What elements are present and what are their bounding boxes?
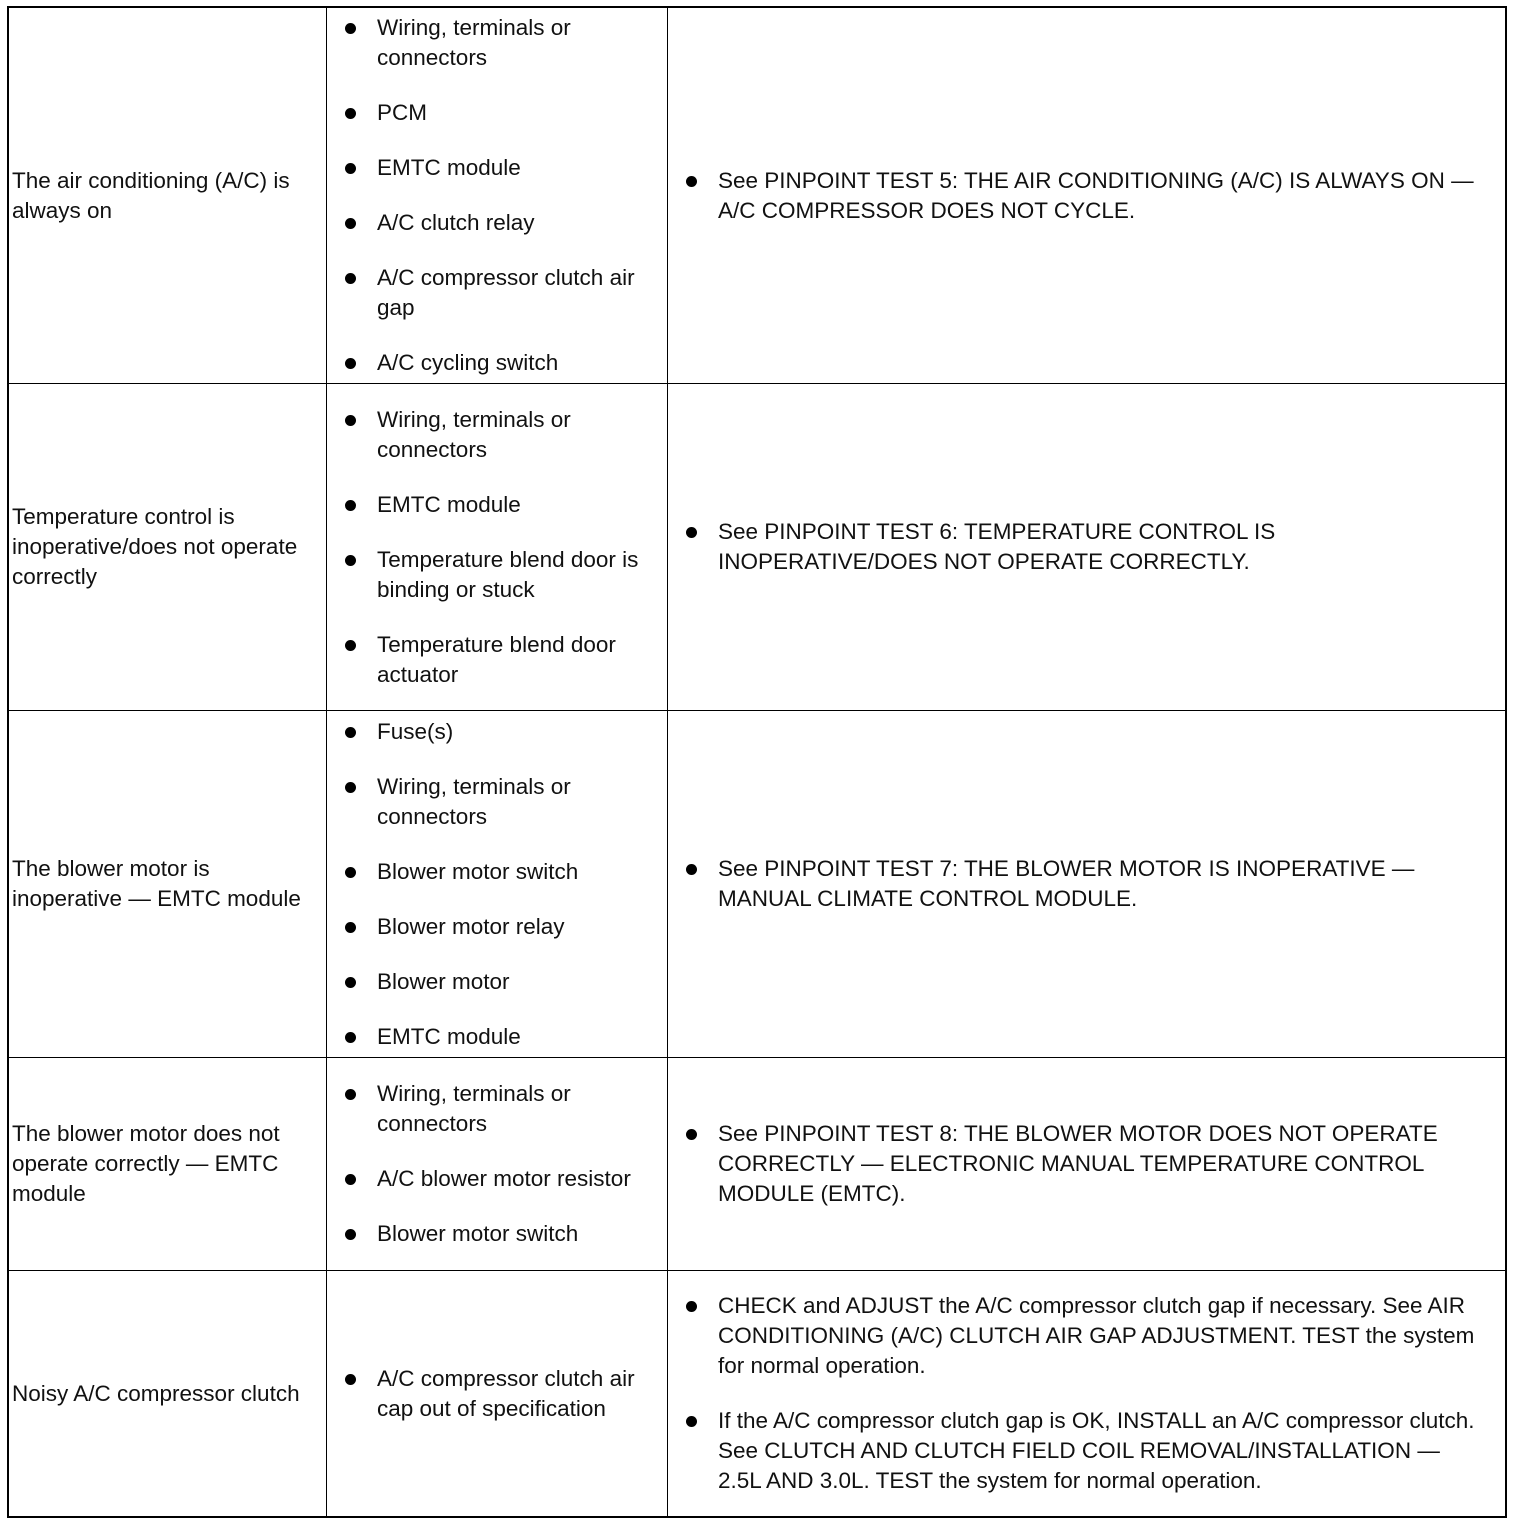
bullet-icon: [686, 527, 697, 538]
bullet-icon: [686, 176, 697, 187]
bullet-icon: [345, 1374, 356, 1385]
bullet-icon: [345, 640, 356, 651]
source-text: EMTC module: [377, 155, 521, 180]
list-item: [377, 717, 661, 747]
action-text: CHECK and ADJUST the A/C compressor clutch gap if necessary. See AIR CONDITIONING (A/C) CLUTCH AIR GAP ADJUSTMENT. TEST the system for normal operation.: [718, 1293, 1475, 1378]
symptom-text: The blower motor is inoperative — EMTC module: [12, 856, 301, 911]
bullet-icon: [345, 1174, 356, 1185]
possible-source-cell: [327, 1271, 667, 1516]
list-item: [377, 967, 661, 997]
source-text: Wiring, terminals or connectors: [377, 15, 571, 70]
list-item: [377, 263, 661, 323]
source-text: A/C cycling switch: [377, 350, 559, 375]
symptom-text: Temperature control is inoperative/does not operate correctly: [12, 504, 298, 589]
source-text: Temperature blend door actuator: [377, 631, 616, 687]
possible-source-cell: [327, 8, 667, 383]
bullet-icon: [686, 864, 697, 875]
action-cell: [668, 384, 1505, 710]
source-text: Blower motor switch: [377, 1221, 579, 1246]
bullet-icon: [345, 23, 356, 34]
source-text: A/C blower motor resistor: [377, 1166, 631, 1191]
list-item: [377, 13, 661, 73]
source-text: Blower motor relay: [377, 913, 565, 939]
list-item: [377, 1022, 661, 1052]
symptom-text: Noisy A/C compressor clutch: [12, 1380, 300, 1406]
symptom-cell: [9, 8, 326, 383]
list-item: [377, 857, 661, 887]
action-text: See PINPOINT TEST 5: THE AIR CONDITIONING (A/C) IS ALWAYS ON — A/C COMPRESSOR DOES NOT CYCLE.: [718, 167, 1474, 223]
bullet-icon: [686, 1129, 697, 1140]
list-item: [377, 1164, 661, 1194]
source-text: Temperature blend door is binding or stuck: [377, 546, 639, 602]
bullet-icon: [345, 977, 356, 988]
list-item: [718, 517, 1485, 577]
table-row: [9, 711, 1505, 1057]
symptom-cell: [9, 1058, 326, 1270]
list-item: [377, 405, 661, 465]
bullet-icon: [345, 922, 356, 933]
action-text: See PINPOINT TEST 6: TEMPERATURE CONTROL IS INOPERATIVE/DOES NOT OPERATE CORRECTLY.: [718, 519, 1276, 574]
list-item: [377, 98, 661, 128]
bullet-icon: [345, 1089, 356, 1100]
list-item: [377, 772, 661, 832]
possible-source-cell: [327, 711, 667, 1057]
list-item: [377, 1079, 661, 1139]
action-text: See PINPOINT TEST 8: THE BLOWER MOTOR DOES NOT OPERATE CORRECTLY — ELECTRONIC MANUAL TEMPERATURE CONTROL MODULE (EMTC).: [718, 1121, 1438, 1206]
source-text: Blower motor: [377, 968, 510, 994]
bullet-icon: [345, 1229, 356, 1240]
symptom-cell: [9, 711, 326, 1057]
symptom-text: The blower motor does not operate correctly — EMTC module: [12, 1121, 280, 1206]
list-item: [377, 490, 661, 520]
bullet-icon: [345, 218, 356, 229]
list-item: [718, 1406, 1485, 1496]
bullet-icon: [345, 867, 356, 878]
source-text: A/C compressor clutch air gap: [377, 265, 635, 320]
list-item: [377, 630, 661, 690]
source-text: A/C clutch relay: [377, 210, 535, 235]
list-item: [377, 153, 661, 183]
action-cell: [668, 8, 1505, 383]
table-row: [9, 384, 1505, 710]
bullet-icon: [345, 555, 356, 566]
symptom-text: The air conditioning (A/C) is always on: [12, 167, 290, 223]
bullet-icon: [345, 1032, 356, 1043]
bullet-icon: [345, 415, 356, 426]
action-cell: [668, 1058, 1505, 1270]
list-item: [718, 854, 1485, 914]
list-item: [377, 208, 661, 238]
source-text: Wiring, terminals or connectors: [377, 773, 571, 829]
action-text: If the A/C compressor clutch gap is OK, INSTALL an A/C compressor clutch. See CLUTCH AND CLUTCH FIELD COIL REMOVAL/INSTALLATION — 2.5L AND 3.0L. TEST the system for normal operation.: [718, 1408, 1475, 1493]
list-item: [718, 1119, 1485, 1209]
list-item: [377, 348, 661, 378]
table-row: [9, 1058, 1505, 1270]
bullet-icon: [345, 163, 356, 174]
list-item: [718, 166, 1485, 226]
list-item: [718, 1291, 1485, 1381]
source-text: Fuse(s): [377, 718, 454, 744]
source-text: Wiring, terminals or connectors: [377, 1081, 571, 1136]
bullet-icon: [345, 273, 356, 284]
list-item: [377, 545, 661, 605]
list-item: [377, 912, 661, 942]
bullet-icon: [686, 1301, 697, 1312]
possible-source-cell: [327, 1058, 667, 1270]
source-text: Wiring, terminals or connectors: [377, 406, 571, 462]
source-text: EMTC module: [377, 1023, 521, 1049]
bullet-icon: [345, 727, 356, 738]
symptom-chart-table: [7, 6, 1507, 1518]
action-text: See PINPOINT TEST 7: THE BLOWER MOTOR IS INOPERATIVE — MANUAL CLIMATE CONTROL MODULE.: [718, 856, 1415, 911]
table-row: [9, 1271, 1505, 1516]
bullet-icon: [345, 358, 356, 369]
source-text: A/C compressor clutch air cap out of specification: [377, 1365, 635, 1421]
bullet-icon: [345, 500, 356, 511]
bullet-icon: [345, 108, 356, 119]
bullet-icon: [686, 1416, 697, 1427]
table-row: [9, 8, 1505, 383]
list-item: [377, 1219, 661, 1249]
source-text: Blower motor switch: [377, 858, 579, 884]
action-cell: [668, 711, 1505, 1057]
possible-source-cell: [327, 384, 667, 710]
list-item: [377, 1364, 661, 1424]
symptom-cell: [9, 384, 326, 710]
action-cell: [668, 1271, 1505, 1516]
symptom-cell: [9, 1271, 326, 1516]
source-text: EMTC module: [377, 491, 521, 517]
source-text: PCM: [377, 100, 427, 125]
bullet-icon: [345, 782, 356, 793]
